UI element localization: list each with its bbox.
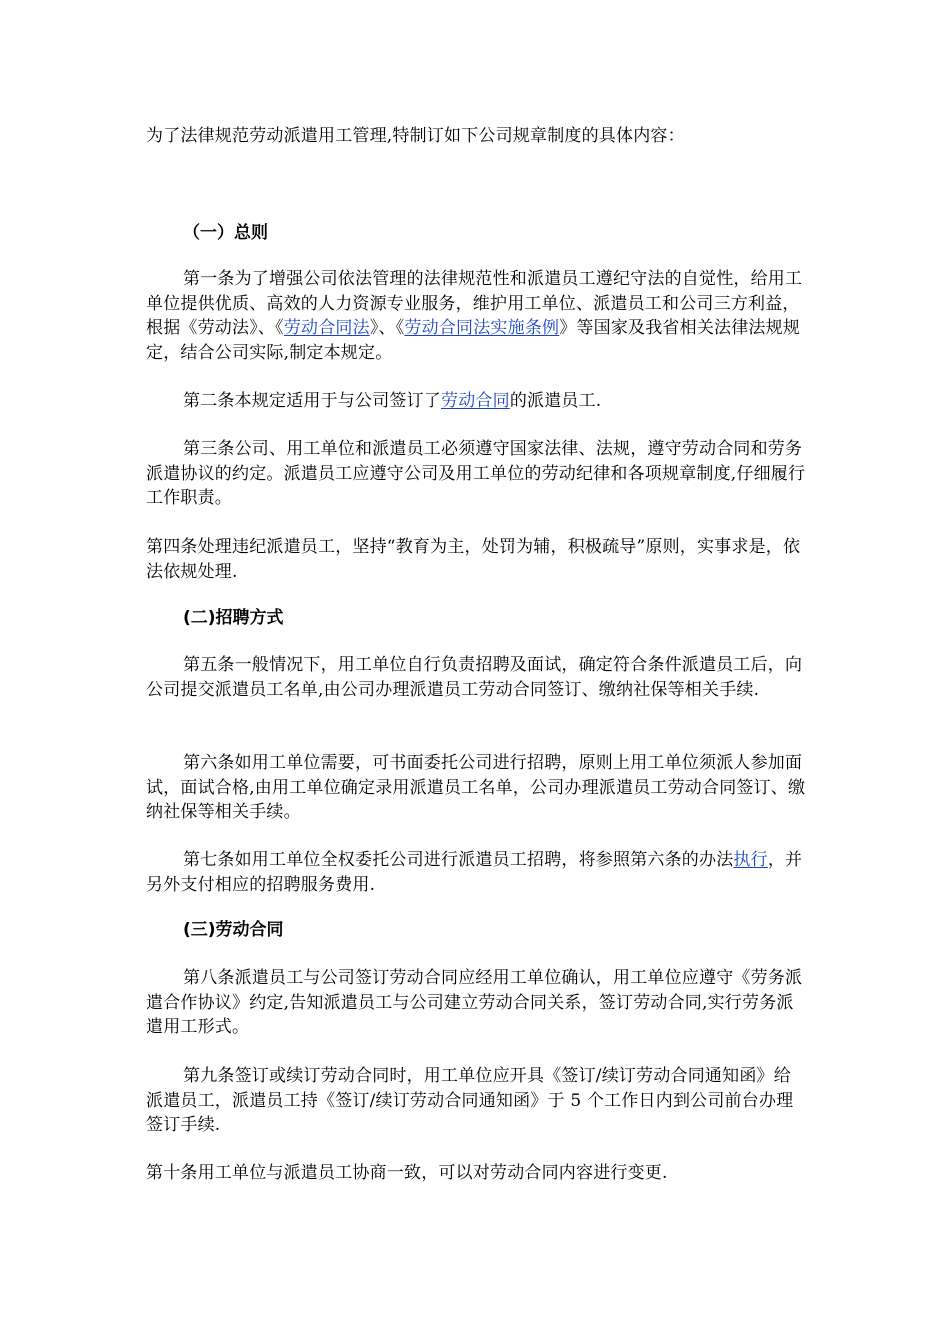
article-7-text-a: 第七条如用工单位全权委托公司进行派遣员工招聘，将参照第六条的办法	[183, 850, 734, 870]
section-heading-labor-contract: (三)劳动合同	[183, 920, 284, 940]
article-1-text-b: 》、《	[369, 318, 405, 338]
intro-paragraph: 为了法律规范劳动派遣用工管理,特制订如下公司规章制度的具体内容：	[146, 126, 685, 146]
link-labor-contract[interactable]: 劳动合同	[441, 391, 510, 411]
article-1-text-a: 第一条为了增强公司依法管理的法律规范性和派遣员工遵纪守法的自觉性，给用工单位提供优质、高效的人力资源专业服务，维护用工单位、派遣员工和公司三方利益，根据《劳动法》、《	[146, 269, 803, 338]
section-heading-recruitment: (二)招聘方式	[183, 608, 284, 628]
article-8: 第八条派遣员工与公司签订劳动合同应经用工单位确认，用工单位应遵守《劳务派遣合作协议》约定,告知派遣员工与公司建立劳动合同关系，签订劳动合同,实行劳务派遣用工形式。	[146, 968, 803, 1037]
article-2	[146, 389, 806, 414]
link-execute[interactable]: 执行	[733, 850, 768, 870]
article-4: 第四条处理违纪派遣员工，坚持“教育为主，处罚为辅，积极疏导”原则，实事求是，依法依规处理.	[146, 537, 801, 582]
link-labor-contract-law[interactable]: 劳动合同法	[283, 318, 370, 338]
article-10: 第十条用工单位与派遣员工协商一致，可以对劳动合同内容进行变更.	[146, 1163, 668, 1183]
article-1-text-c: 》等国家及我省相关法律法规规定，结合公司实际,制定本规定。	[146, 318, 801, 363]
article-7-text-b: ，并另外支付相应的招聘服务费用.	[146, 850, 803, 895]
article-7	[146, 848, 806, 897]
section-heading-general: （一）总则	[183, 223, 268, 243]
link-labor-contract-law-regulations[interactable]: 劳动合同法实施条例	[404, 318, 560, 338]
article-6: 第六条如用工单位需要，可书面委托公司进行招聘，原则上用工单位须派人参加面试，面试合格,由用工单位确定录用派遣员工名单，公司办理派遣员工劳动合同签订、缴纳社保等相关手续。	[146, 753, 806, 822]
article-2-text-a: 第二条本规定适用于与公司签订了	[183, 391, 441, 411]
article-2-text-b: 的派遣员工.	[509, 391, 602, 411]
article-3: 第三条公司、用工单位和派遣员工必须遵守国家法律、法规，遵守劳动合同和劳务派遣协议的约定。派遣员工应遵守公司及用工单位的劳动纪律和各项规章制度,仔细履行工作职责。	[146, 439, 806, 508]
article-5: 第五条一般情况下，用工单位自行负责招聘及面试，确定符合条件派遣员工后，向公司提交派遣员工名单,由公司办理派遣员工劳动合同签订、缴纳社保等相关手续.	[146, 655, 803, 700]
article-9: 第九条签订或续订劳动合同时，用工单位应开具《签订/续订劳动合同通知函》给派遣员工，派遣员工持《签订/续订劳动合同通知函》于 5 个工作日内到公司前台办理签订手续.	[146, 1066, 794, 1135]
article-1	[146, 267, 806, 365]
